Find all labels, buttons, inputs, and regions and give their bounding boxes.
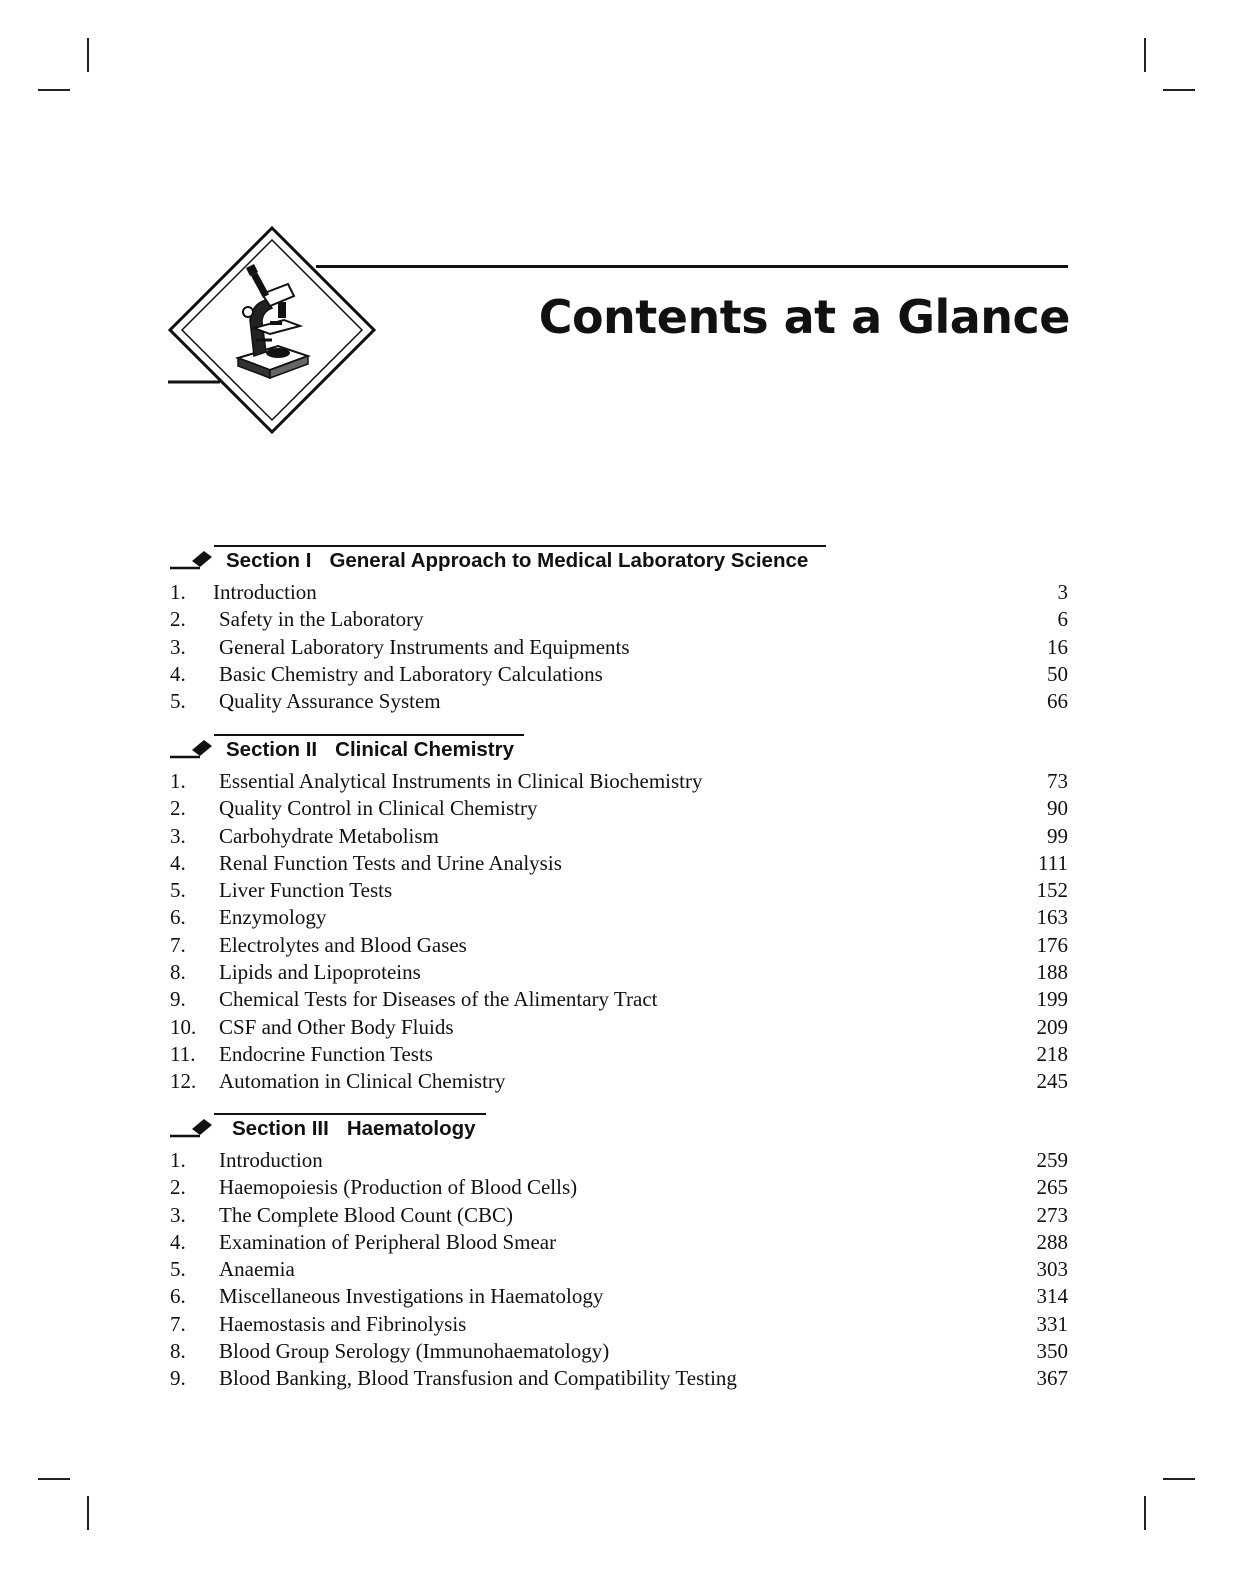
chapter-title: Essential Analytical Instruments in Clinical Biochemistry [219,769,703,793]
chapter-title: Haemopoiesis (Production of Blood Cells) [219,1175,578,1200]
chapter-entry[interactable] [170,1147,1070,1174]
diamond-pointer-icon [170,736,216,762]
crop-mark-top-right-horizontal [1163,89,1195,91]
chapter-number: 9. [170,1366,186,1391]
chapter-page: 245 [1036,1069,1068,1094]
chapter-entry[interactable] [170,579,1070,606]
section-heading [170,1111,1070,1147]
chapter-number: 6. [170,905,186,930]
chapter-entry[interactable] [170,877,1070,904]
chapter-number: 4. [170,661,186,686]
section-label [226,738,514,762]
chapter-list [170,579,1070,715]
chapter-entry[interactable] [170,850,1070,877]
chapter-number: 6. [170,1284,186,1309]
chapter-entry[interactable] [170,986,1070,1013]
section-rule [214,545,826,547]
section-number: Section I [226,549,312,572]
chapter-entry[interactable] [170,1174,1070,1201]
chapter-entry[interactable] [170,634,1070,661]
microscope-icon [166,224,378,438]
chapter-number: 2. [170,796,186,821]
chapter-number: 5. [170,689,186,714]
chapter-number: 2. [170,607,186,632]
chapter-title: Carbohydrate Metabolism [219,823,439,848]
chapter-title: Examination of Peripheral Blood Smear [219,1229,557,1254]
chapter-entry[interactable] [170,1256,1070,1283]
chapter-number: 3. [170,823,186,848]
chapter-page: 350 [1036,1339,1068,1364]
chapter-page: 163 [1036,905,1068,930]
section-rule [214,734,524,736]
chapter-entry[interactable] [170,1283,1070,1310]
chapter-page: 50 [1047,661,1068,686]
chapter-number: 9. [170,987,186,1012]
chapter-page: 273 [1036,1202,1068,1227]
chapter-number: 4. [170,850,186,875]
chapter-title: Blood Group Serology (Immunohaematology) [219,1339,610,1364]
chapter-entry[interactable] [170,795,1070,822]
chapter-entry[interactable] [170,1068,1070,1095]
header-rule [316,265,1068,268]
chapter-page: 367 [1036,1366,1068,1391]
chapter-number: 11. [170,1041,196,1066]
crop-mark-bottom-right-horizontal [1163,1478,1195,1480]
chapter-page: 314 [1036,1284,1068,1309]
chapter-number: 4. [170,1229,186,1254]
chapter-entry[interactable] [170,904,1070,931]
chapter-entry[interactable] [170,1365,1070,1392]
chapter-number: 10. [170,1014,197,1039]
chapter-entry[interactable] [170,1338,1070,1365]
chapter-page: 288 [1036,1229,1068,1254]
chapter-title: Anaemia [219,1257,295,1282]
chapter-number: 7. [170,1311,186,1336]
chapter-page: 6 [1057,607,1068,632]
chapter-page: 99 [1047,823,1068,848]
chapter-title: Introduction [213,580,317,604]
chapter-title: Quality Assurance System [219,689,441,714]
crop-mark-top-left-horizontal [38,89,70,91]
chapter-number: 8. [170,1339,186,1364]
chapter-title: Automation in Clinical Chemistry [219,1069,506,1094]
chapter-page: 199 [1036,987,1068,1012]
chapter-page: 152 [1036,878,1068,903]
chapter-entry[interactable] [170,959,1070,986]
chapter-title: Safety in the Laboratory [219,607,424,632]
crop-mark-top-right-vertical [1144,38,1146,72]
chapter-title: Electrolytes and Blood Gases [219,932,467,957]
section-3 [170,1111,1070,1393]
chapter-page: 209 [1036,1014,1068,1039]
chapter-number: 2. [170,1175,186,1200]
chapter-number: 5. [170,878,186,903]
chapter-page: 111 [1038,850,1068,875]
chapter-entry[interactable] [170,1311,1070,1338]
chapter-title: Lipids and Lipoproteins [219,960,421,985]
chapter-title: Chemical Tests for Diseases of the Alimentary Tract [219,987,658,1012]
chapter-title: Renal Function Tests and Urine Analysis [219,850,562,875]
chapter-title: Endocrine Function Tests [219,1041,433,1066]
chapter-page: 265 [1036,1175,1068,1200]
crop-mark-bottom-left-horizontal [38,1478,70,1480]
chapter-title: Enzymology [219,905,327,930]
chapter-page: 218 [1036,1041,1068,1066]
section-label [226,549,808,573]
chapter-page: 331 [1036,1311,1068,1336]
chapter-entry[interactable] [170,1041,1070,1068]
section-heading [170,543,1070,579]
chapter-title: CSF and Other Body Fluids [219,1014,454,1039]
crop-mark-bottom-left-vertical [87,1496,89,1530]
section-number: Section II [226,738,318,761]
chapter-entry[interactable] [170,768,1070,795]
chapter-entry[interactable] [170,661,1070,688]
chapter-title: The Complete Blood Count (CBC) [219,1202,513,1227]
chapter-number: 7. [170,932,186,957]
section-1 [170,543,1070,715]
chapter-list [170,1147,1070,1393]
chapter-title: Blood Banking, Blood Transfusion and Compatibility Testing [219,1366,737,1391]
chapter-page: 176 [1036,932,1068,957]
chapter-page: 303 [1036,1257,1068,1282]
chapter-title: Quality Control in Clinical Chemistry [219,796,538,821]
section-title: Clinical Chemistry [335,738,515,761]
chapter-entry[interactable] [170,823,1070,850]
chapter-page: 90 [1047,796,1068,821]
chapter-number: 12. [170,1069,197,1094]
chapter-title: Introduction [219,1148,323,1172]
chapter-title: Basic Chemistry and Laboratory Calculations [219,661,603,686]
chapter-entry[interactable] [170,606,1070,633]
section-title: General Approach to Medical Laboratory Science [329,549,809,572]
section-number: Section III [232,1117,329,1140]
chapter-page: 16 [1047,634,1068,659]
chapter-title: Liver Function Tests [219,878,393,903]
chapter-number: 8. [170,960,186,985]
section-label [232,1117,476,1141]
chapter-page: 259 [1036,1148,1068,1172]
page-title: Contents at a Glance [538,290,1070,344]
chapter-entry[interactable] [170,1202,1070,1229]
chapter-number: 1. [170,1148,186,1172]
chapter-number: 5. [170,1257,186,1282]
crop-mark-bottom-right-vertical [1144,1496,1146,1530]
chapter-page: 188 [1036,960,1068,985]
section-heading [170,732,1070,768]
section-2 [170,732,1070,1096]
diamond-pointer-icon [170,1115,216,1141]
chapter-title: Miscellaneous Investigations in Haematology [219,1284,604,1309]
chapter-number: 1. [170,580,186,604]
chapter-number: 3. [170,634,186,659]
crop-mark-top-left-vertical [87,38,89,72]
chapter-entry[interactable] [170,932,1070,959]
section-title: Haematology [346,1117,476,1140]
chapter-number: 1. [170,769,186,793]
chapter-page: 66 [1047,689,1068,714]
chapter-entry[interactable] [170,688,1070,715]
chapter-page: 73 [1047,769,1068,793]
chapter-list [170,768,1070,1096]
diamond-pointer-icon [170,547,216,573]
section-rule [214,1113,486,1115]
chapter-entry[interactable] [170,1229,1070,1256]
chapter-title: Haemostasis and Fibrinolysis [219,1311,467,1336]
chapter-page: 3 [1057,580,1068,604]
chapter-number: 3. [170,1202,186,1227]
chapter-entry[interactable] [170,1014,1070,1041]
chapter-title: General Laboratory Instruments and Equipments [219,634,630,659]
